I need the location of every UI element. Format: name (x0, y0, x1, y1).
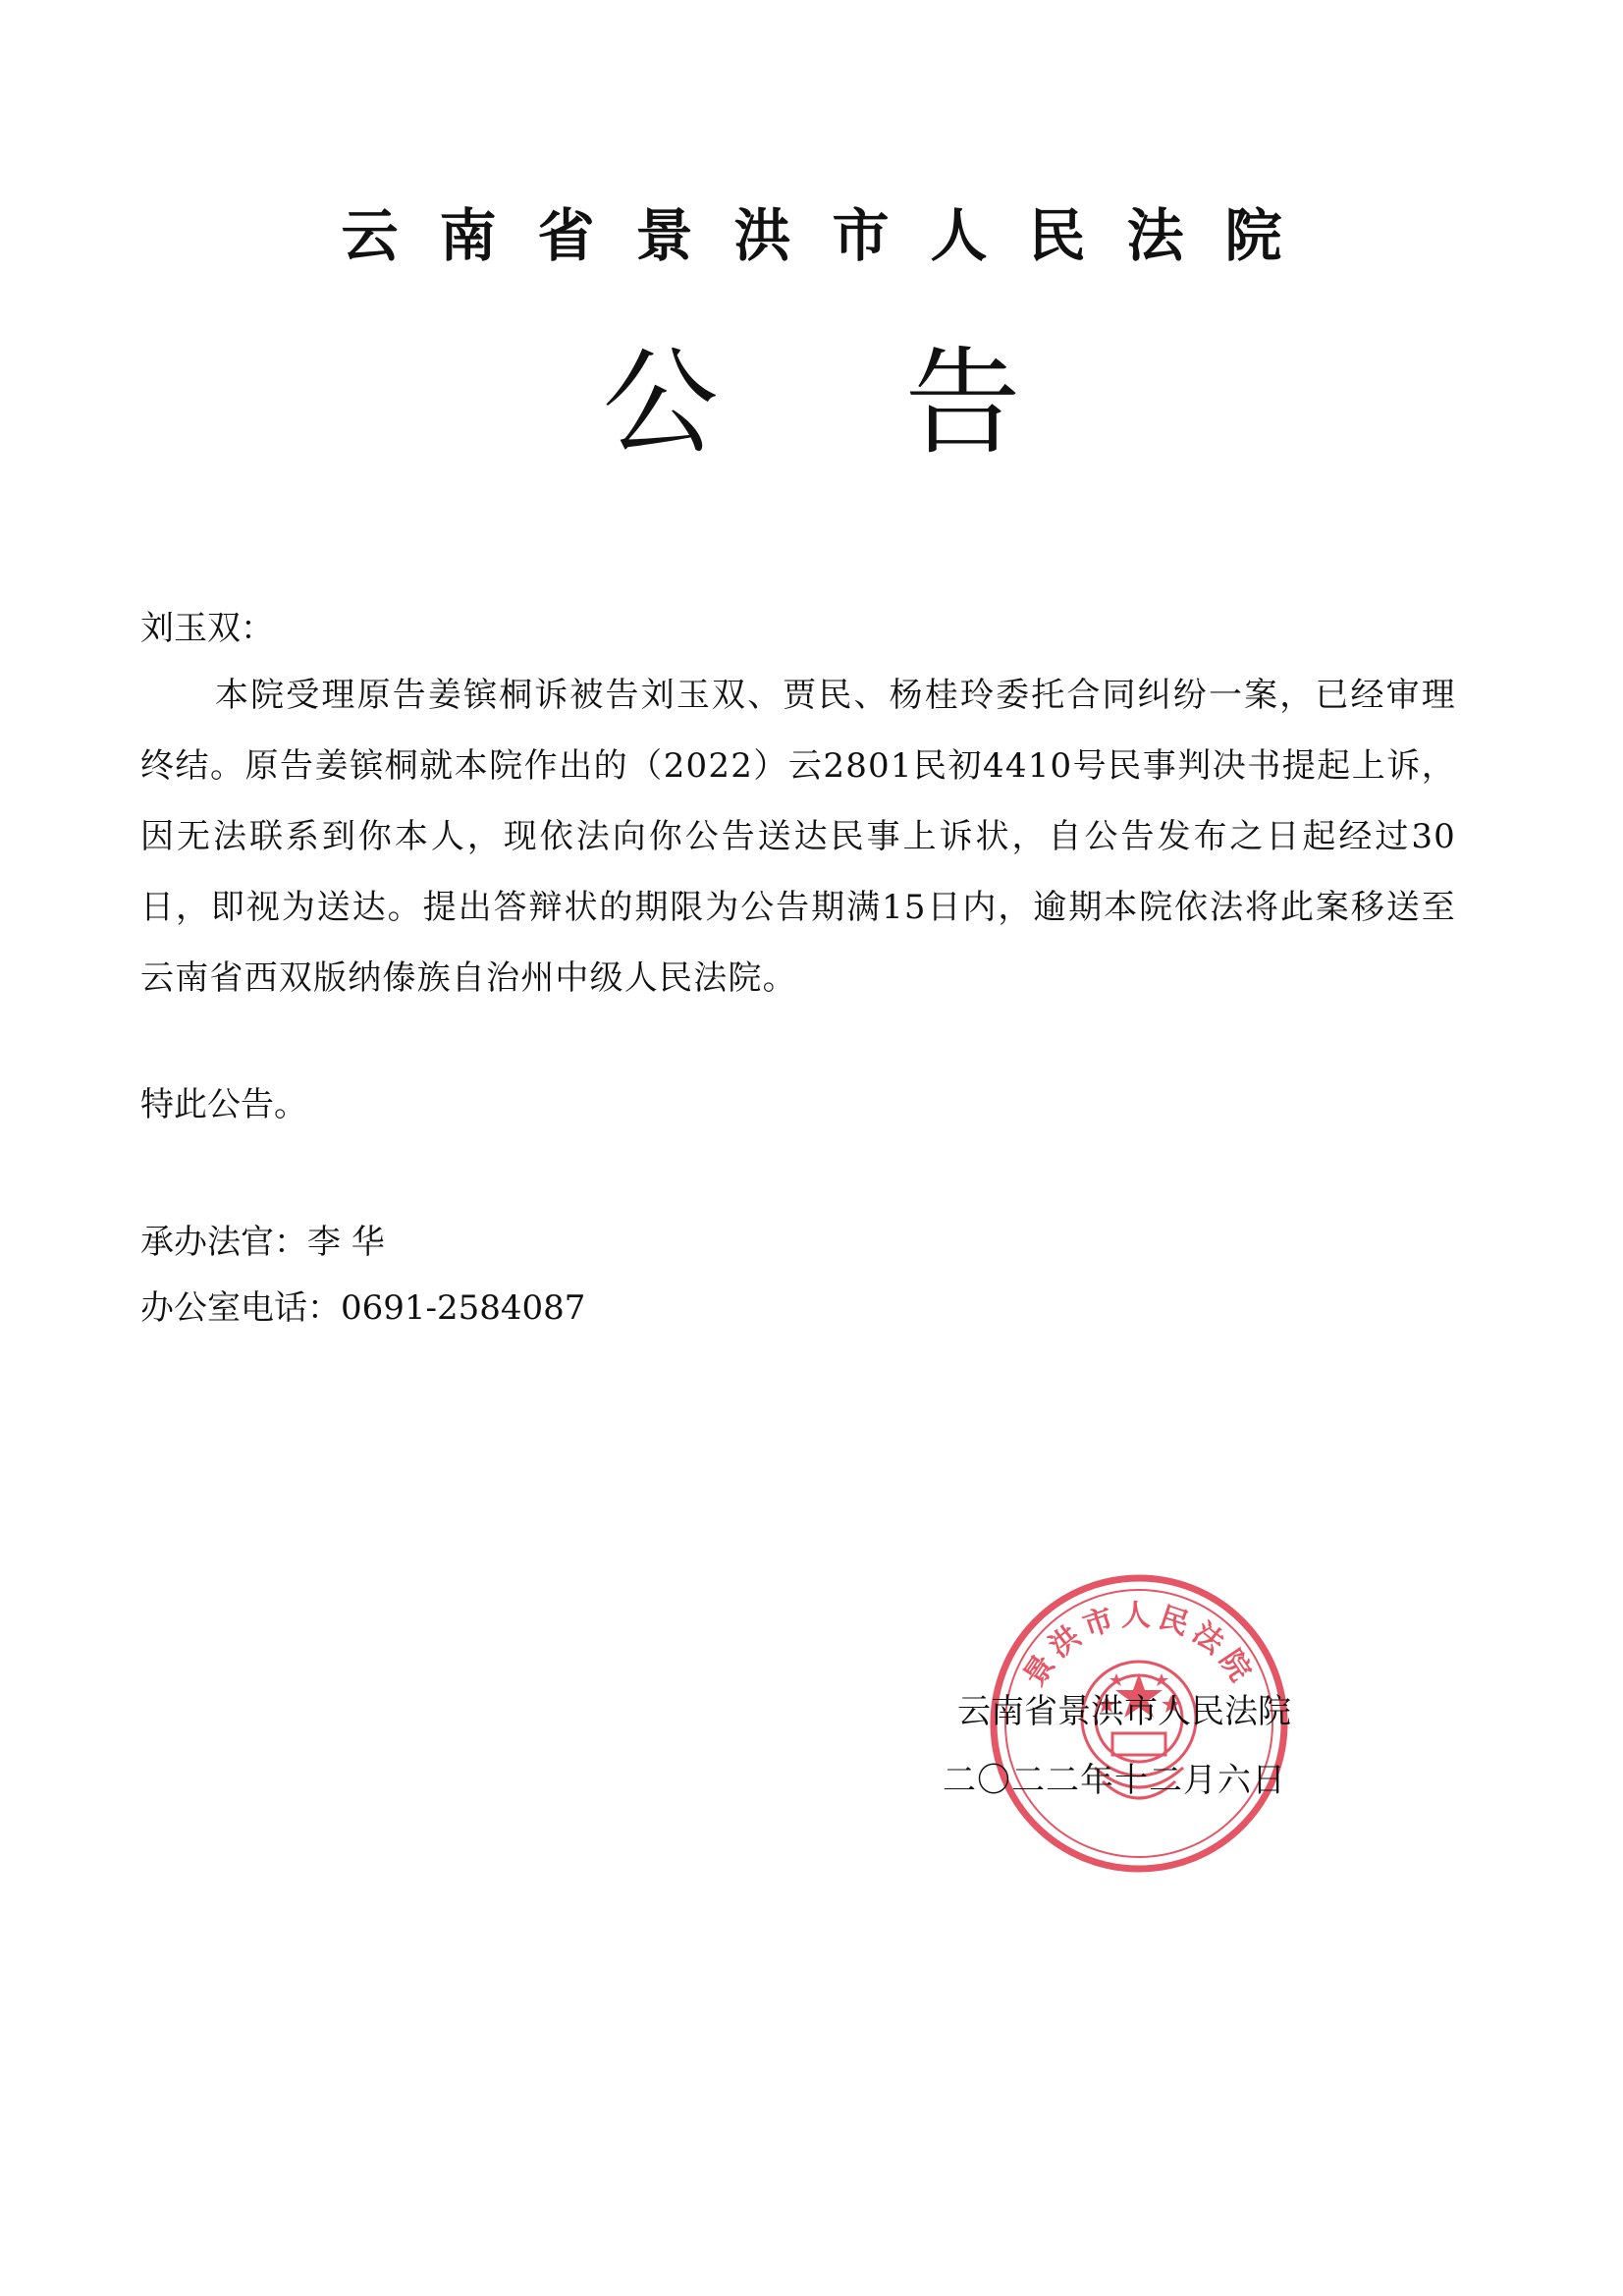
document-title: 公告 (602, 335, 1208, 470)
office-phone: 办公室电话：0691-2584087 (140, 1288, 586, 1328)
addressee: 刘玉双： (140, 609, 274, 648)
signature-date: 二〇二二年十二月六日 (943, 1761, 1286, 1800)
notice-body: 本院受理原告姜镔桐诉被告刘玉双、贾民、杨桂玲委托合同纠纷一案，已经审理终结。原告姜镔桐就本院作出的（2022）云2801民初4410号民事判决书提起上诉，因无法联系到你本人，现依法向你公告送达民事上诉状，自公告发布之日起经过30日，即视为送达。提出答辩状的期限为公告期满15日内，逾期本院依法将此案移送至云南省西双版纳傣族自治州中级人民法院。 (140, 676, 1456, 998)
closing-statement: 特此公告。 (140, 1085, 307, 1124)
presiding-judge: 承办法官：李 华 (140, 1223, 385, 1262)
court-name-heading: 云南省景洪市人民法院 (341, 202, 1324, 269)
signature-organization: 云南省景洪市人民法院 (957, 1692, 1291, 1731)
seal-arc-text: 景洪市人民法院 (1017, 1599, 1261, 1693)
